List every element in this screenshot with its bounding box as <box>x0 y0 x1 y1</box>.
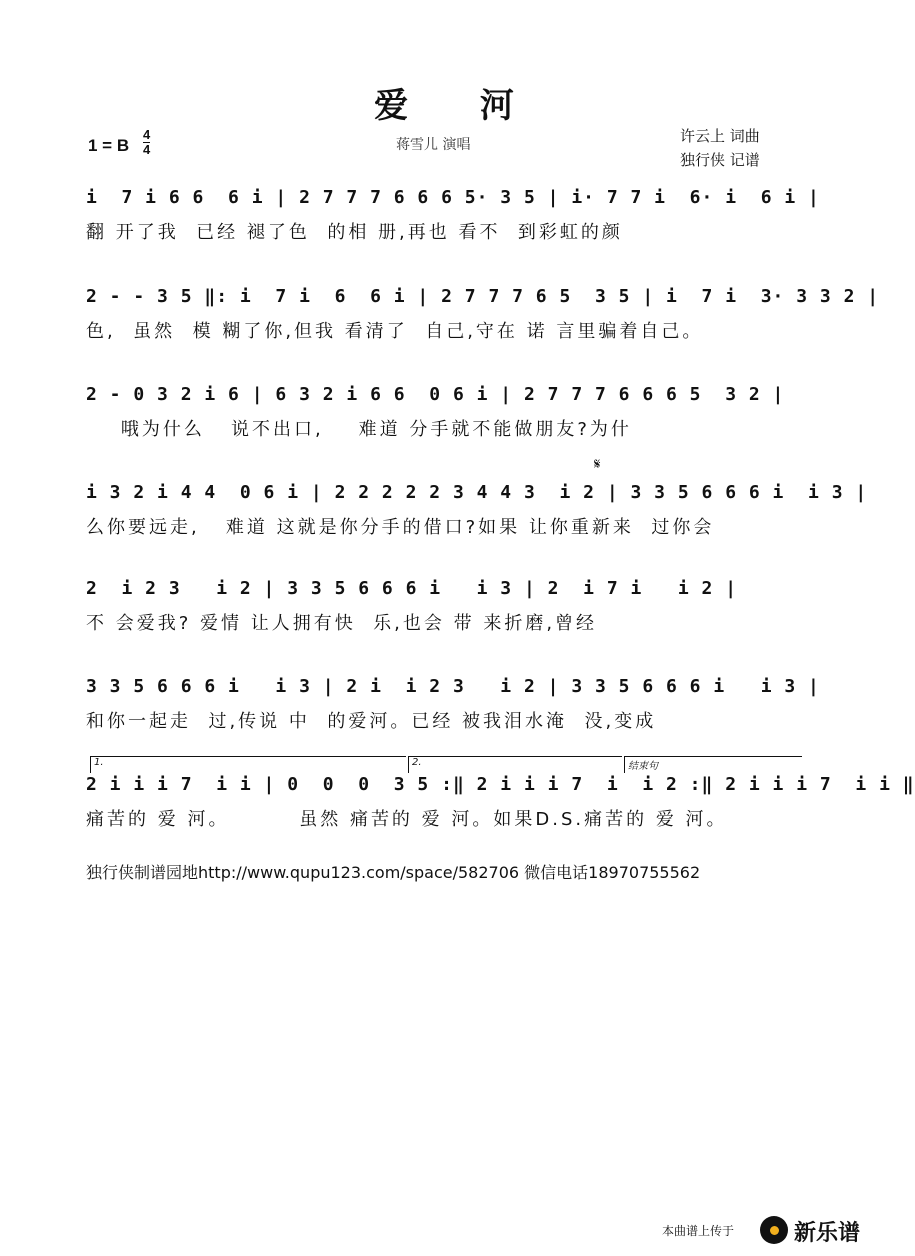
score-notes-line: 2 - 0 3 2 i 6 | 6 3 2 i 6 6 0 6 i | 2 7 7 7 6 6 6 5 3 2 | <box>86 384 785 405</box>
upload-note: 本曲谱上传于 <box>662 1224 735 1238</box>
score-lyrics-line: 翻 开了我 已经 褪了色 的相 册,再也 看不 到彩虹的颜 <box>86 222 623 243</box>
singer-credit: 蒋雪儿 演唱 <box>396 137 471 153</box>
second-ending-bracket: 2. <box>408 756 622 773</box>
transcriber-credit: 独行侠 记谱 <box>680 151 760 169</box>
score-lyrics-line: 色, 虽然 模 糊了你,但我 看清了 自己,守在 诺 言里骗着自己。 <box>86 321 704 342</box>
final-ending-bracket: 结束句 <box>624 756 802 773</box>
credits-block <box>680 124 760 172</box>
score-notes-line: 3 3 5 6 6 6 i i 3 | 2 i i 2 3 i 2 | 3 3 5 6 6 6 i i 3 | <box>86 676 820 697</box>
key-signature: 1 = B <box>88 136 130 155</box>
first-ending-bracket: 1. <box>90 756 406 773</box>
score-lyrics-line: 和你一起走 过,传说 中 的爱河。已经 被我泪水淹 没,变成 <box>86 711 657 732</box>
score-notes-line: i 7 i 6 6 6 i | 2 7 7 7 6 6 6 5· 3 5 | i· 7 7 i 6· i 6 i | <box>86 187 820 208</box>
score-lyrics-line: 哦为什么 说不出口, 难道 分手就不能做朋友?为什 <box>86 419 632 440</box>
transcriber-footer: 独行侠制谱园地http://www.qupu123.com/space/582706 微信电话18970755562 <box>86 863 701 882</box>
record-disc-icon <box>760 1216 788 1244</box>
meter-bottom: 4 <box>143 142 151 157</box>
score-notes-line: 2 i i i 7 i i | 0 0 0 3 5 :‖ 2 i i i 7 i i 2 :‖ 2 i i i 7 i i ‖ <box>86 774 915 795</box>
site-logo-text: 新乐谱 <box>794 1221 861 1246</box>
song-title: 爱 河 <box>374 86 544 126</box>
segno-sign: 𝄋 <box>594 455 601 473</box>
score-lyrics-line: 么你要远走, 难道 这就是你分手的借口?如果 让你重新来 过你会 <box>86 517 715 538</box>
score-lyrics-line: 不 会爱我? 爱情 让人拥有快 乐,也会 带 来折磨,曾经 <box>86 613 598 634</box>
time-signature <box>143 128 150 157</box>
score-notes-line: 2 - - 3 5 ‖: i 7 i 6 6 i | 2 7 7 7 6 5 3 5 | i 7 i 3· 3 3 2 | <box>86 286 880 307</box>
meter-top: 4 <box>143 127 151 142</box>
score-notes-line: 2 i 2 3 i 2 | 3 3 5 6 6 6 i i 3 | 2 i 7 i i 2 | <box>86 578 738 599</box>
lyricist-composer-credit: 许云上 词曲 <box>680 127 760 145</box>
score-lyrics-line: 痛苦的 爱 河。 虽然 痛苦的 爱 河。如果D.S.痛苦的 爱 河。 <box>86 809 728 830</box>
score-notes-line: i 3 2 i 4 4 0 6 i | 2 2 2 2 2 3 4 4 3 i 2 | 3 3 5 6 6 6 i i 3 | <box>86 482 868 503</box>
